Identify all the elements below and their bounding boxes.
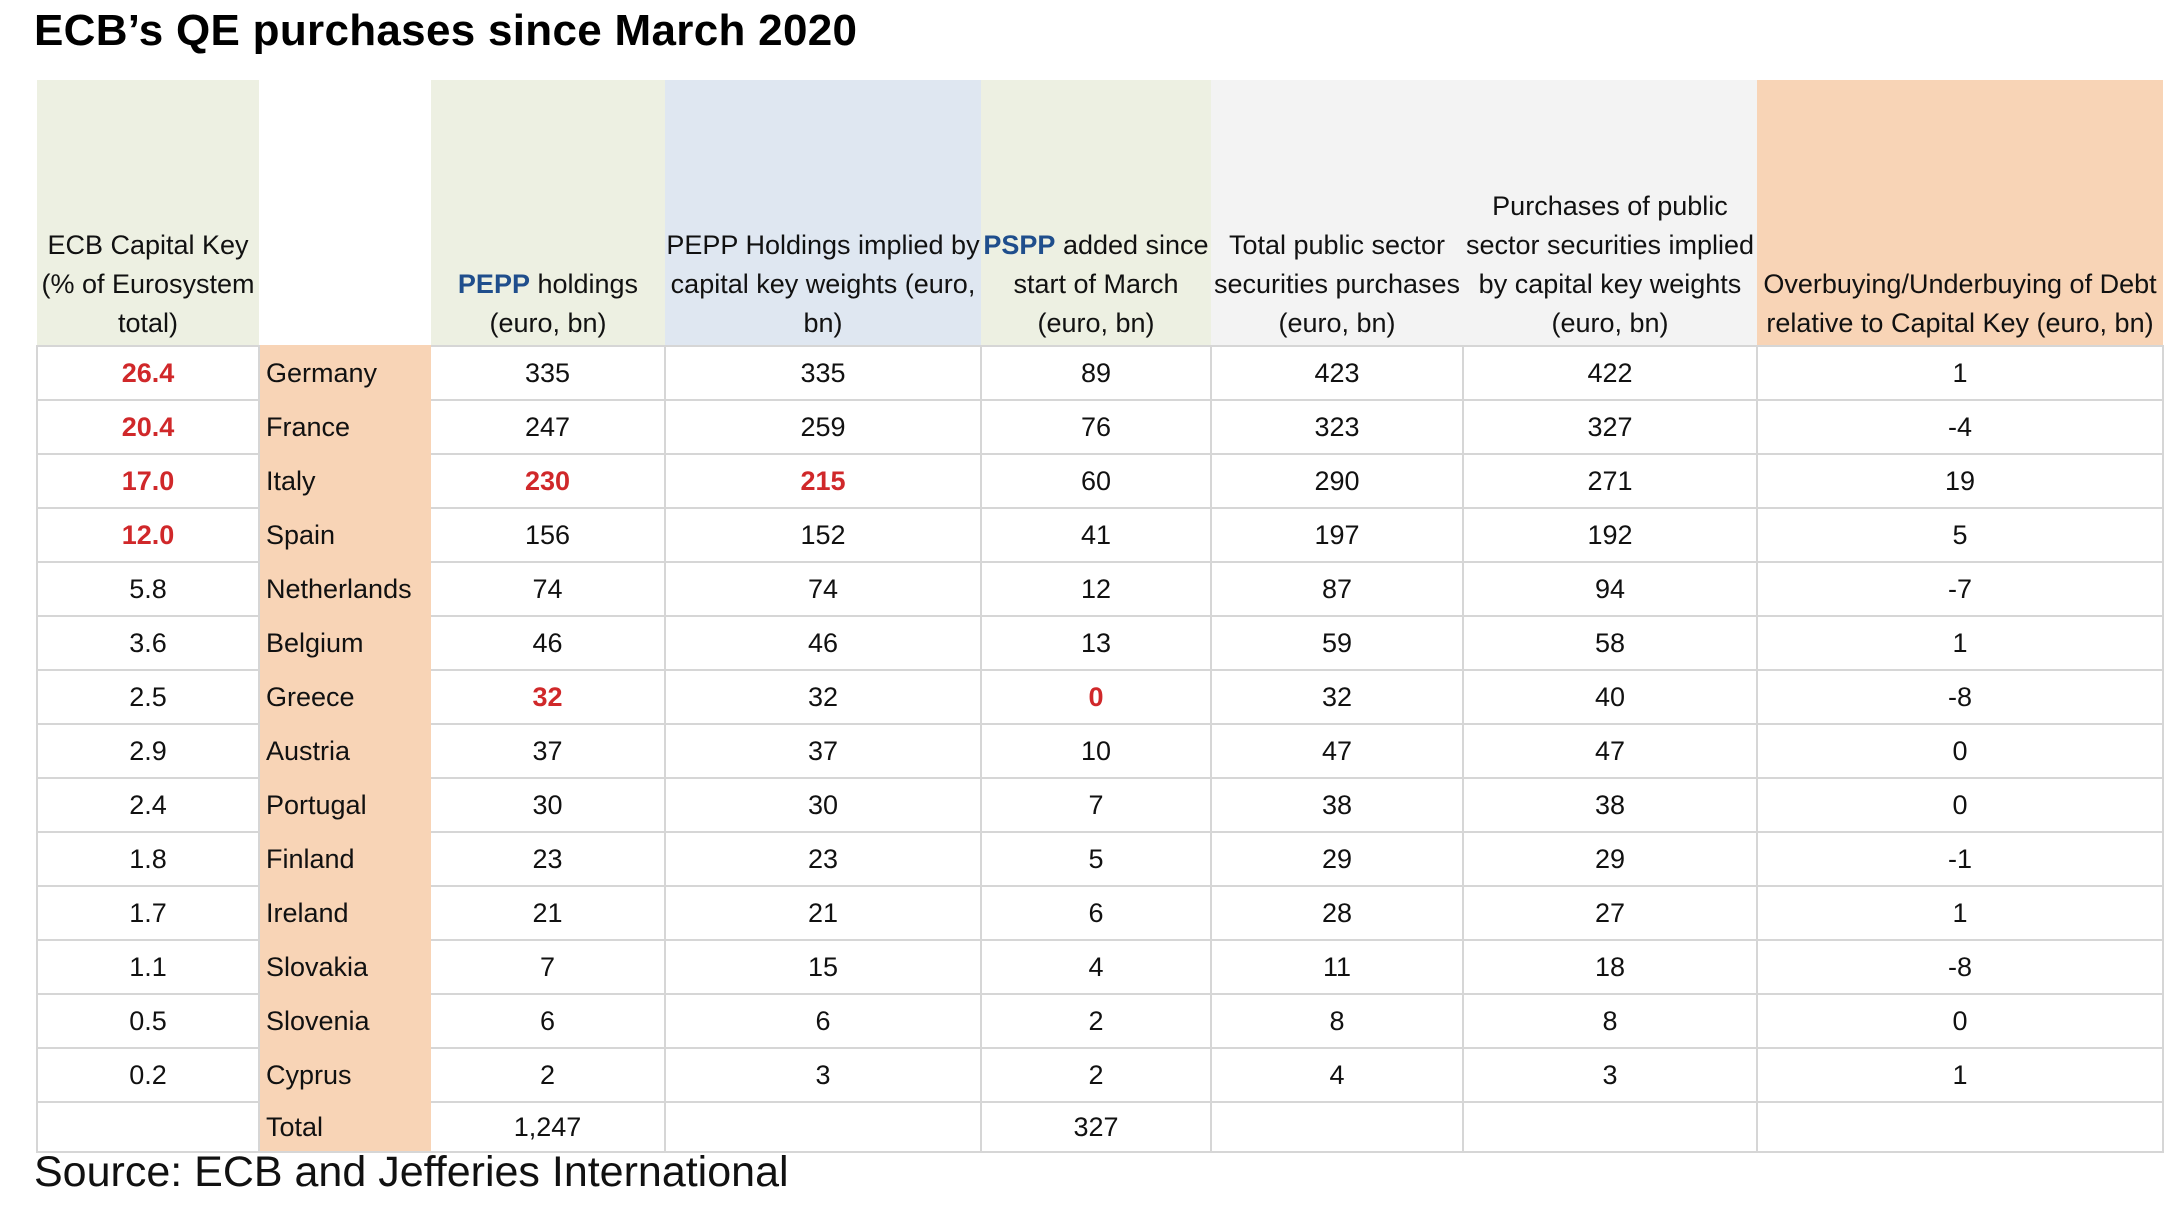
cell-implied: 47 (1463, 724, 1757, 778)
cell-total: 197 (1211, 508, 1463, 562)
cell-total: 423 (1211, 346, 1463, 400)
qe-purchases-table (36, 80, 2164, 1153)
cell-key: 1.7 (37, 886, 259, 940)
cell-over: -1 (1757, 832, 2163, 886)
cell-pepp: 230 (431, 454, 665, 508)
cell-pepp: 74 (431, 562, 665, 616)
cell-key: 0.5 (37, 994, 259, 1048)
cell-pepp-implied (665, 1102, 981, 1152)
cell-pepp-implied: 152 (665, 508, 981, 562)
table-row (37, 832, 2163, 886)
cell-pepp-implied: 259 (665, 400, 981, 454)
cell-total: 8 (1211, 994, 1463, 1048)
cell-total: 59 (1211, 616, 1463, 670)
cell-country: Ireland (259, 886, 431, 940)
cell-pepp-implied: 3 (665, 1048, 981, 1102)
cell-over: 5 (1757, 508, 2163, 562)
cell-over (1757, 1102, 2163, 1152)
cell-total: 29 (1211, 832, 1463, 886)
cell-pspp: 7 (981, 778, 1211, 832)
cell-pspp: 10 (981, 724, 1211, 778)
cell-implied: 94 (1463, 562, 1757, 616)
cell-pspp: 12 (981, 562, 1211, 616)
cell-key: 26.4 (37, 346, 259, 400)
cell-pepp: 1,247 (431, 1102, 665, 1152)
header-capital-key: ECB Capital Key (% of Eurosystem total) (37, 80, 259, 346)
cell-implied: 18 (1463, 940, 1757, 994)
cell-pepp: 46 (431, 616, 665, 670)
header-country (259, 80, 431, 346)
header-pspp-label: PSPP (983, 230, 1056, 260)
cell-over: 19 (1757, 454, 2163, 508)
cell-country: Slovakia (259, 940, 431, 994)
cell-total: 47 (1211, 724, 1463, 778)
cell-key: 12.0 (37, 508, 259, 562)
header-pepp-label: PEPP (457, 269, 530, 299)
cell-over: 0 (1757, 778, 2163, 832)
cell-implied: 40 (1463, 670, 1757, 724)
table-row (37, 994, 2163, 1048)
cell-country: Austria (259, 724, 431, 778)
cell-pepp-implied: 215 (665, 454, 981, 508)
cell-key: 20.4 (37, 400, 259, 454)
cell-pspp: 6 (981, 886, 1211, 940)
cell-pepp-implied: 21 (665, 886, 981, 940)
cell-country: Cyprus (259, 1048, 431, 1102)
cell-key (37, 1102, 259, 1152)
cell-country: Netherlands (259, 562, 431, 616)
cell-implied: 38 (1463, 778, 1757, 832)
source-note: Source: ECB and Jefferies International (34, 1148, 789, 1196)
cell-pepp: 156 (431, 508, 665, 562)
table-row (37, 508, 2163, 562)
cell-pspp: 76 (981, 400, 1211, 454)
cell-total: 38 (1211, 778, 1463, 832)
cell-pspp: 4 (981, 940, 1211, 994)
header-pspp-rest: added since start of March (euro, bn) (1013, 230, 1209, 338)
cell-pspp: 327 (981, 1102, 1211, 1152)
table-row (37, 616, 2163, 670)
cell-pepp-implied: 74 (665, 562, 981, 616)
cell-implied (1463, 1102, 1757, 1152)
cell-country: Portugal (259, 778, 431, 832)
cell-implied: 58 (1463, 616, 1757, 670)
cell-implied: 327 (1463, 400, 1757, 454)
cell-pepp-implied: 37 (665, 724, 981, 778)
cell-country: Belgium (259, 616, 431, 670)
cell-implied: 8 (1463, 994, 1757, 1048)
cell-country: Spain (259, 508, 431, 562)
table-row (37, 400, 2163, 454)
header-pspp-added (981, 80, 1211, 346)
cell-over: -7 (1757, 562, 2163, 616)
cell-pspp: 0 (981, 670, 1211, 724)
cell-pepp-implied: 30 (665, 778, 981, 832)
cell-pepp: 335 (431, 346, 665, 400)
cell-country: France (259, 400, 431, 454)
table-row (37, 886, 2163, 940)
cell-country: Finland (259, 832, 431, 886)
cell-total: 32 (1211, 670, 1463, 724)
cell-pepp-implied: 15 (665, 940, 981, 994)
cell-key: 17.0 (37, 454, 259, 508)
table-row (37, 778, 2163, 832)
cell-total: 290 (1211, 454, 1463, 508)
cell-pepp-implied: 6 (665, 994, 981, 1048)
cell-pepp: 6 (431, 994, 665, 1048)
cell-key: 1.8 (37, 832, 259, 886)
cell-country: Greece (259, 670, 431, 724)
table-row (37, 1102, 2163, 1152)
cell-pepp: 247 (431, 400, 665, 454)
cell-pepp: 7 (431, 940, 665, 994)
cell-key: 2.9 (37, 724, 259, 778)
cell-over: 0 (1757, 724, 2163, 778)
cell-key: 2.5 (37, 670, 259, 724)
table-row (37, 940, 2163, 994)
cell-country: Slovenia (259, 994, 431, 1048)
cell-over: -8 (1757, 940, 2163, 994)
cell-pspp: 41 (981, 508, 1211, 562)
cell-pepp-implied: 46 (665, 616, 981, 670)
cell-over: 1 (1757, 886, 2163, 940)
cell-pepp: 2 (431, 1048, 665, 1102)
cell-total (1211, 1102, 1463, 1152)
header-pepp-holdings (431, 80, 665, 346)
cell-over: 1 (1757, 346, 2163, 400)
cell-implied: 271 (1463, 454, 1757, 508)
cell-pepp: 21 (431, 886, 665, 940)
cell-country: Germany (259, 346, 431, 400)
cell-implied: 3 (1463, 1048, 1757, 1102)
cell-key: 5.8 (37, 562, 259, 616)
table-row (37, 562, 2163, 616)
table-row (37, 454, 2163, 508)
cell-pspp: 60 (981, 454, 1211, 508)
header-implied-public: Purchases of public sector securities implied by capital key weights (euro, bn) (1463, 80, 1757, 346)
table-body (37, 346, 2163, 1152)
cell-key: 0.2 (37, 1048, 259, 1102)
cell-pepp-implied: 335 (665, 346, 981, 400)
cell-total: 87 (1211, 562, 1463, 616)
qe-table-container (36, 80, 2162, 1153)
cell-pepp: 32 (431, 670, 665, 724)
cell-over: -4 (1757, 400, 2163, 454)
cell-pepp: 37 (431, 724, 665, 778)
header-pepp-implied: PEPP Holdings implied by capital key weights (euro, bn) (665, 80, 981, 346)
cell-total: 11 (1211, 940, 1463, 994)
cell-country: Italy (259, 454, 431, 508)
cell-key: 2.4 (37, 778, 259, 832)
table-header-row (37, 80, 2163, 346)
cell-over: 1 (1757, 616, 2163, 670)
header-over-under: Overbuying/Underbuying of Debt relative to Capital Key (euro, bn) (1757, 80, 2163, 346)
cell-implied: 29 (1463, 832, 1757, 886)
header-pepp-rest: holdings (euro, bn) (489, 269, 639, 338)
table-row (37, 1048, 2163, 1102)
table-row (37, 670, 2163, 724)
cell-pspp: 13 (981, 616, 1211, 670)
cell-pepp-implied: 32 (665, 670, 981, 724)
cell-over: -8 (1757, 670, 2163, 724)
cell-total: 323 (1211, 400, 1463, 454)
cell-key: 3.6 (37, 616, 259, 670)
cell-total: 4 (1211, 1048, 1463, 1102)
cell-implied: 422 (1463, 346, 1757, 400)
header-total-public: Total public sector securities purchases (euro, bn) (1211, 80, 1463, 346)
cell-pspp: 89 (981, 346, 1211, 400)
cell-over: 1 (1757, 1048, 2163, 1102)
cell-country: Total (259, 1102, 431, 1152)
table-row (37, 346, 2163, 400)
cell-implied: 192 (1463, 508, 1757, 562)
cell-pspp: 2 (981, 1048, 1211, 1102)
cell-total: 28 (1211, 886, 1463, 940)
cell-pspp: 2 (981, 994, 1211, 1048)
page-title: ECB’s QE purchases since March 2020 (34, 6, 858, 55)
cell-key: 1.1 (37, 940, 259, 994)
cell-pepp-implied: 23 (665, 832, 981, 886)
cell-pepp: 30 (431, 778, 665, 832)
cell-over: 0 (1757, 994, 2163, 1048)
table-row (37, 724, 2163, 778)
cell-implied: 27 (1463, 886, 1757, 940)
cell-pepp: 23 (431, 832, 665, 886)
cell-pspp: 5 (981, 832, 1211, 886)
